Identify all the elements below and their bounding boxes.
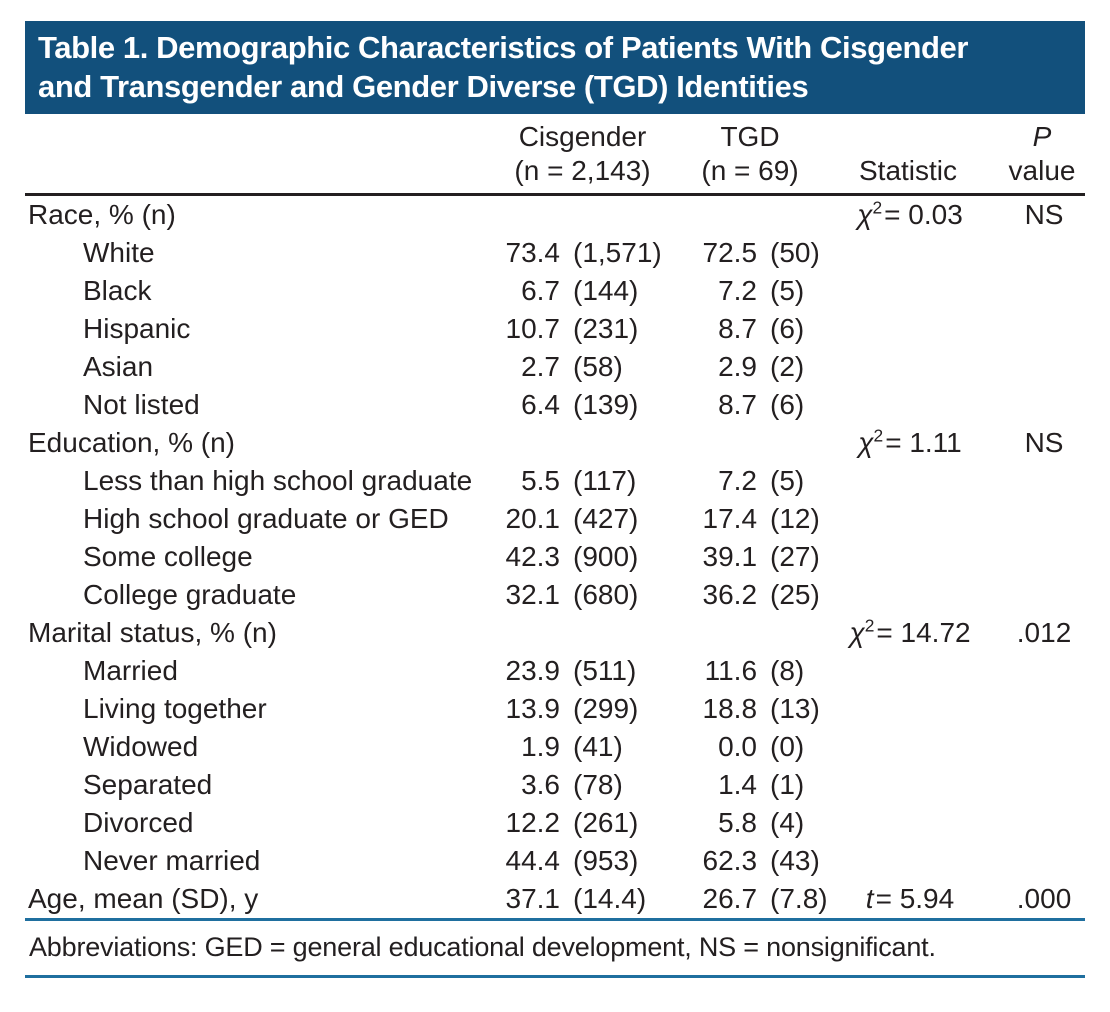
row-label: Race, % (n) xyxy=(28,199,176,230)
row-label: Marital status, % (n) xyxy=(28,617,277,648)
row-label: Married xyxy=(83,655,178,686)
statistic-column-header: Statistic xyxy=(859,155,958,186)
cisgender-percent: 73.4 xyxy=(505,237,560,268)
tgd-percent: 39.1 xyxy=(702,541,758,572)
row-label: Widowed xyxy=(83,731,199,762)
table-title-line-1: Table 1. Demographic Characteristics of Patients With Cisgender xyxy=(38,30,969,65)
cisgender-percent: 13.9 xyxy=(505,693,560,724)
cisgender-count xyxy=(560,195,665,235)
statistic-value xyxy=(835,348,985,386)
p-value: .012 xyxy=(1016,617,1072,648)
cisgender-percent: 37.1 xyxy=(505,883,560,914)
cisgender-count xyxy=(560,614,665,652)
table-row xyxy=(25,880,1085,920)
p-value xyxy=(985,462,1085,500)
table-row xyxy=(25,842,1085,880)
statistic-value xyxy=(835,272,985,310)
tgd-count: (12) xyxy=(770,503,820,534)
demographics-table xyxy=(25,114,1085,921)
tgd-count xyxy=(757,424,835,462)
p-value xyxy=(985,272,1085,310)
table-row xyxy=(25,804,1085,842)
p-value xyxy=(985,348,1085,386)
tgd-count: (8) xyxy=(770,655,805,686)
p-value: NS xyxy=(1024,427,1064,458)
table-row xyxy=(25,728,1085,766)
cisgender-count: (953) xyxy=(573,845,639,876)
tgd-percent: 7.2 xyxy=(718,465,758,496)
table-row xyxy=(25,652,1085,690)
p-value-column-header xyxy=(985,114,1085,195)
cisgender-count: (117) xyxy=(573,465,637,496)
p-value xyxy=(985,804,1085,842)
tgd-percent xyxy=(665,195,757,235)
cisgender-count: (299) xyxy=(573,693,639,724)
statistic-value xyxy=(835,804,985,842)
tgd-count: (13) xyxy=(770,693,820,724)
tgd-count: (6) xyxy=(770,313,805,344)
statistic-value xyxy=(835,576,985,614)
row-label: Divorced xyxy=(83,807,194,838)
tgd-percent: 18.8 xyxy=(702,693,758,724)
table-row xyxy=(25,690,1085,728)
tgd-percent: 62.3 xyxy=(702,845,758,876)
abbreviations-footnote: Abbreviations: GED = general educational development, NS = nonsignificant. xyxy=(25,921,1085,978)
tgd-percent: 1.4 xyxy=(718,769,758,800)
cisgender-header-name: Cisgender xyxy=(518,121,647,152)
tgd-count: (5) xyxy=(770,275,805,306)
tgd-header-n: (n = 69) xyxy=(701,155,799,186)
table-row xyxy=(25,310,1085,348)
tgd-count: (25) xyxy=(770,579,820,610)
tgd-percent: 5.8 xyxy=(718,807,758,838)
row-label: Not listed xyxy=(83,389,200,420)
table-body xyxy=(25,195,1085,920)
row-label: High school graduate or GED xyxy=(83,503,449,534)
statistic-value xyxy=(835,690,985,728)
tgd-percent: 0.0 xyxy=(718,731,758,762)
table-row xyxy=(25,500,1085,538)
tgd-percent: 72.5 xyxy=(702,237,758,268)
tgd-count: (4) xyxy=(770,807,805,838)
cisgender-percent xyxy=(500,614,560,652)
row-label: Age, mean (SD), y xyxy=(28,883,259,914)
tgd-count xyxy=(757,614,835,652)
statistic-value xyxy=(835,386,985,424)
tgd-percent: 7.2 xyxy=(718,275,758,306)
table-row xyxy=(25,195,1085,235)
cisgender-percent: 5.5 xyxy=(521,465,560,496)
tgd-percent xyxy=(665,614,757,652)
table-title-line-2: and Transgender and Gender Diverse (TGD) Identities xyxy=(38,69,809,104)
p-value xyxy=(985,652,1085,690)
tgd-percent: 11.6 xyxy=(704,655,758,686)
cisgender-percent: 10.7 xyxy=(505,313,560,344)
cisgender-percent: 1.9 xyxy=(521,731,560,762)
tgd-percent xyxy=(665,424,757,462)
tgd-column-header xyxy=(665,114,835,195)
cisgender-count: (58) xyxy=(573,351,623,382)
tgd-percent: 26.7 xyxy=(702,883,758,914)
tgd-percent: 2.9 xyxy=(718,351,758,382)
table-row xyxy=(25,462,1085,500)
statistic-value: $\chi^2= 1.11$ xyxy=(858,425,962,458)
table-header xyxy=(25,114,1085,195)
cisgender-percent: 2.7 xyxy=(521,351,560,382)
row-label: Black xyxy=(83,275,152,306)
cisgender-column-header xyxy=(500,114,665,195)
tgd-count: (6) xyxy=(770,389,805,420)
p-value xyxy=(985,690,1085,728)
cisgender-count: (41) xyxy=(573,731,623,762)
tgd-percent: 8.7 xyxy=(718,313,758,344)
p-value-header-p: P xyxy=(1032,121,1052,152)
statistic-value xyxy=(835,842,985,880)
tgd-count: (43) xyxy=(770,845,820,876)
cisgender-count: (139) xyxy=(573,389,639,420)
table-row xyxy=(25,348,1085,386)
table-row xyxy=(25,538,1085,576)
row-label: Never married xyxy=(83,845,261,876)
p-value: NS xyxy=(1024,199,1064,230)
tgd-header-name: TGD xyxy=(720,121,780,152)
statistic-value xyxy=(835,310,985,348)
tgd-count: (50) xyxy=(770,237,820,268)
cisgender-percent: 12.2 xyxy=(505,807,560,838)
p-value xyxy=(985,766,1085,804)
statistic-value: $\chi^2= 14.72$ xyxy=(849,615,971,648)
statistic-value xyxy=(835,538,985,576)
p-value xyxy=(985,576,1085,614)
table-row xyxy=(25,272,1085,310)
tgd-count: (2) xyxy=(770,351,805,382)
cisgender-percent: 32.1 xyxy=(505,579,560,610)
cisgender-count: (1,571) xyxy=(573,237,662,268)
cisgender-count: (511) xyxy=(573,655,637,686)
row-label: Less than high school graduate xyxy=(83,465,473,496)
row-label: College graduate xyxy=(83,579,297,610)
cisgender-percent xyxy=(500,424,560,462)
table-row xyxy=(25,576,1085,614)
table-row xyxy=(25,766,1085,804)
cisgender-percent: 6.7 xyxy=(521,275,560,306)
cisgender-percent xyxy=(500,195,560,235)
row-label: Some college xyxy=(83,541,253,572)
row-label: Education, % (n) xyxy=(28,427,235,458)
statistic-value xyxy=(835,500,985,538)
table-row xyxy=(25,424,1085,462)
tgd-percent: 17.4 xyxy=(702,503,758,534)
p-value-header-value: value xyxy=(1008,155,1076,186)
table-title-banner xyxy=(25,21,1085,114)
tgd-count xyxy=(757,195,835,235)
row-label: Living together xyxy=(83,693,267,724)
tgd-percent: 8.7 xyxy=(718,389,758,420)
statistic-value: t= 5.94 xyxy=(865,883,955,914)
tgd-count: (5) xyxy=(770,465,805,496)
cisgender-header-n: (n = 2,143) xyxy=(514,155,651,186)
cisgender-count: (78) xyxy=(573,769,623,800)
row-label: Asian xyxy=(83,351,154,382)
tgd-count: (1) xyxy=(770,769,805,800)
cisgender-count: (14.4) xyxy=(573,883,647,914)
cisgender-count: (427) xyxy=(573,503,639,534)
cisgender-count: (680) xyxy=(573,579,639,610)
p-value xyxy=(985,386,1085,424)
p-value xyxy=(985,500,1085,538)
p-value xyxy=(985,842,1085,880)
cisgender-percent: 44.4 xyxy=(505,845,560,876)
table-row xyxy=(25,386,1085,424)
p-value xyxy=(985,234,1085,272)
p-value xyxy=(985,310,1085,348)
p-value: .000 xyxy=(1016,883,1072,914)
tgd-count: (0) xyxy=(770,731,805,762)
cisgender-count: (261) xyxy=(573,807,639,838)
p-value xyxy=(985,538,1085,576)
statistic-value: $\chi^2= 0.03$ xyxy=(857,197,963,230)
statistic-value xyxy=(835,652,985,690)
row-label: White xyxy=(83,237,155,268)
table-row xyxy=(25,614,1085,652)
statistic-value xyxy=(835,234,985,272)
row-label: Separated xyxy=(83,769,213,800)
cisgender-count: (900) xyxy=(573,541,639,572)
p-value xyxy=(985,728,1085,766)
cisgender-percent: 3.6 xyxy=(521,769,560,800)
tgd-count: (7.8) xyxy=(770,883,828,914)
tgd-percent: 36.2 xyxy=(702,579,758,610)
cisgender-count: (231) xyxy=(573,313,639,344)
tgd-count: (27) xyxy=(770,541,820,572)
cisgender-percent: 20.1 xyxy=(505,503,560,534)
statistic-value xyxy=(835,766,985,804)
statistic-value xyxy=(835,728,985,766)
cisgender-count: (144) xyxy=(573,275,639,306)
cisgender-percent: 6.4 xyxy=(521,389,560,420)
table-row xyxy=(25,234,1085,272)
cisgender-percent: 23.9 xyxy=(505,655,560,686)
cisgender-percent: 42.3 xyxy=(505,541,560,572)
row-label-column-header xyxy=(25,114,500,195)
cisgender-count xyxy=(560,424,665,462)
statistic-value xyxy=(835,462,985,500)
row-label: Hispanic xyxy=(83,313,191,344)
